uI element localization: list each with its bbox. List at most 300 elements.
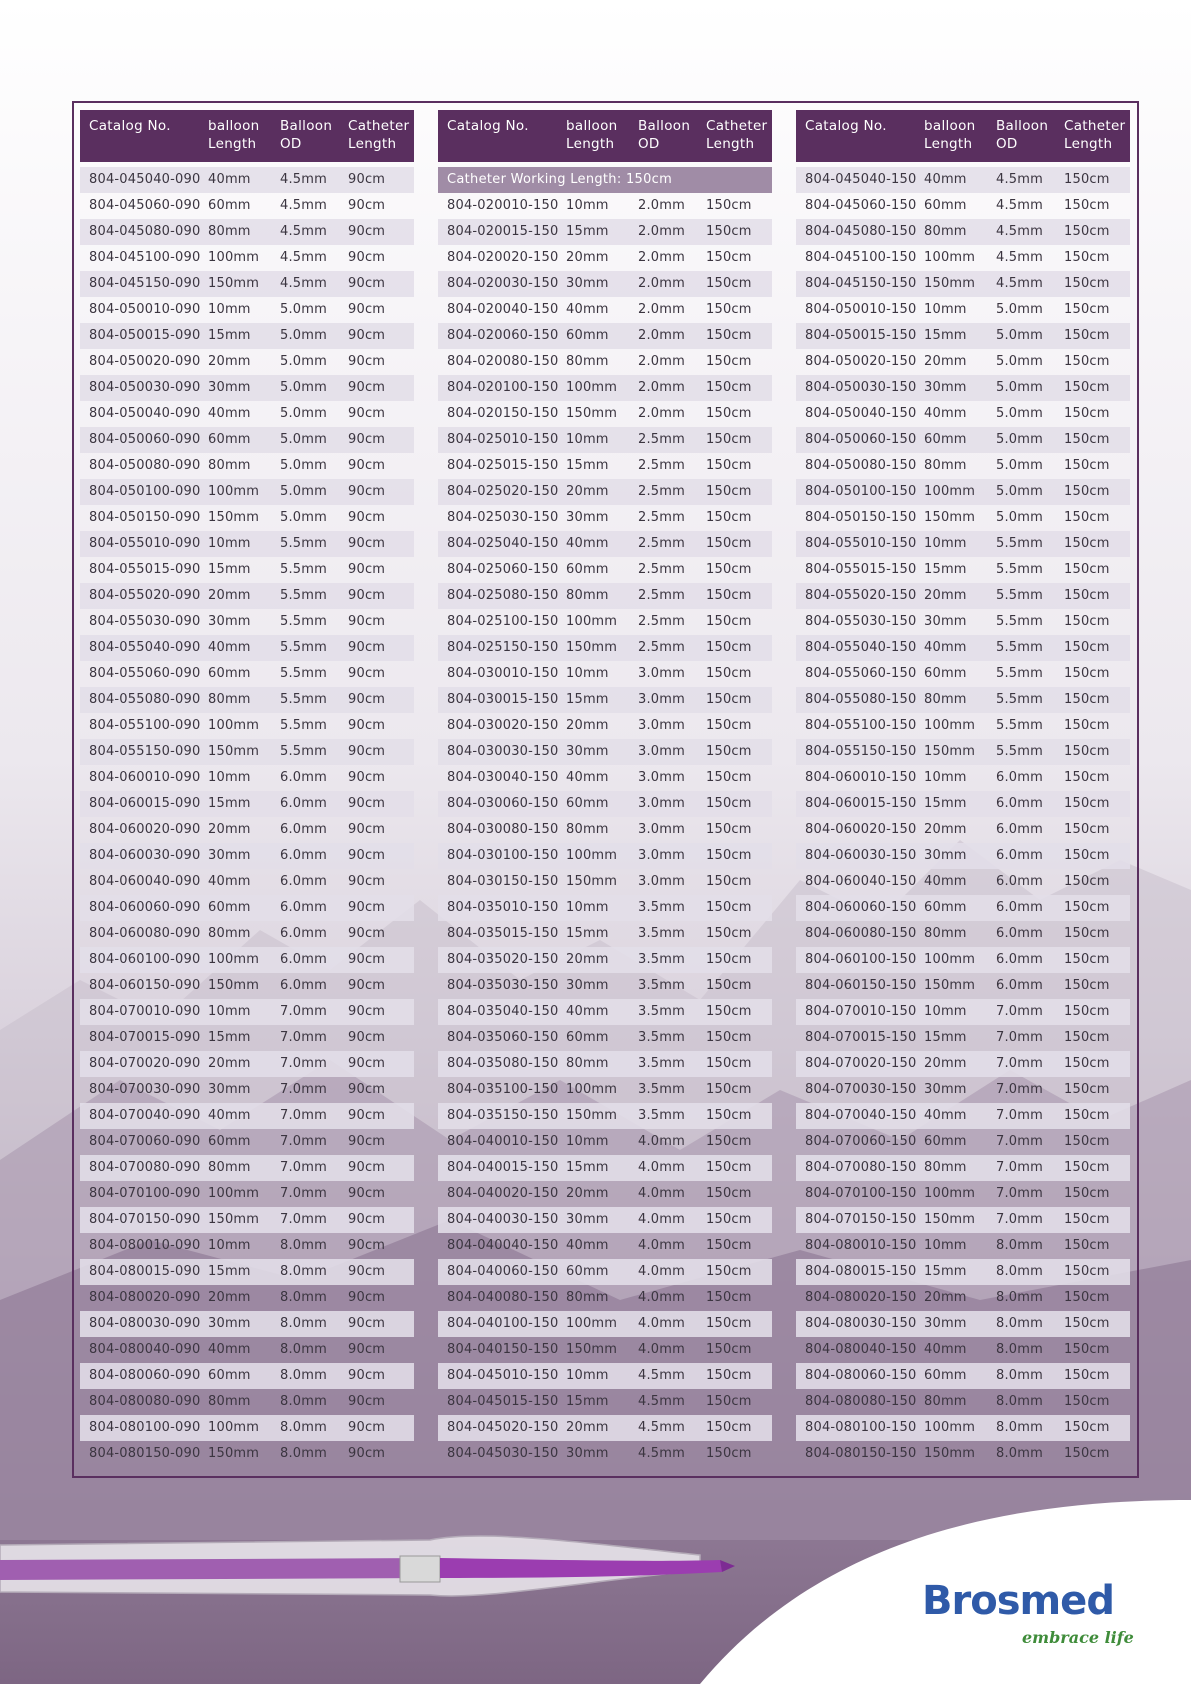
cell-catheter-length: 150cm [1064, 198, 1110, 213]
cell-catheter-length: 150cm [1064, 588, 1110, 603]
table-row [796, 661, 1130, 687]
cell-balloon-length: 80mm [566, 1290, 609, 1305]
table-row [438, 843, 772, 869]
cell-balloon-length: 100mm [924, 484, 976, 499]
cell-balloon-length: 100mm [566, 380, 618, 395]
cell-balloon-length: 150mm [208, 978, 260, 993]
cell-catheter-length: 150cm [1064, 952, 1110, 967]
cell-balloon-od: 4.0mm [638, 1342, 686, 1357]
cell-balloon-od: 3.5mm [638, 1108, 686, 1123]
cell-balloon-od: 6.0mm [280, 874, 328, 889]
cell-balloon-length: 20mm [566, 952, 609, 967]
cell-balloon-length: 150mm [924, 978, 976, 993]
table-row [796, 1129, 1130, 1155]
cell-balloon-od: 6.0mm [996, 952, 1044, 967]
cell-catalog-no: 804-055015-090 [89, 562, 201, 577]
table-body [438, 167, 772, 1467]
cell-balloon-od: 4.0mm [638, 1238, 686, 1253]
cell-balloon-length: 15mm [924, 1030, 967, 1045]
cell-catalog-no: 804-070010-090 [89, 1004, 201, 1019]
cell-balloon-length: 15mm [208, 796, 251, 811]
cell-catalog-no: 804-070100-090 [89, 1186, 201, 1201]
cell-balloon-length: 15mm [566, 1160, 609, 1175]
cell-catheter-length: 150cm [706, 1004, 752, 1019]
cell-catheter-length: 150cm [1064, 614, 1110, 629]
cell-balloon-od: 5.0mm [996, 354, 1044, 369]
cell-catalog-no: 804-045040-150 [805, 172, 917, 187]
cell-catheter-length: 150cm [1064, 1446, 1110, 1461]
table-row [796, 999, 1130, 1025]
cell-catalog-no: 804-045010-150 [447, 1368, 559, 1383]
cell-balloon-length: 20mm [208, 822, 251, 837]
logo-tagline: embrace life [1022, 1628, 1134, 1647]
cell-catheter-length: 150cm [1064, 432, 1110, 447]
table-row [80, 1441, 414, 1467]
cell-balloon-length: 80mm [924, 458, 967, 473]
table-row [796, 687, 1130, 713]
cell-catalog-no: 804-070030-150 [805, 1082, 917, 1097]
cell-balloon-od: 2.0mm [638, 354, 686, 369]
cell-catalog-no: 804-050150-090 [89, 510, 201, 525]
cell-balloon-od: 5.5mm [996, 614, 1044, 629]
table-row [80, 973, 414, 999]
balloon-catheter-illustration [0, 1500, 760, 1610]
cell-catalog-no: 804-060150-090 [89, 978, 201, 993]
cell-catalog-no: 804-035060-150 [447, 1030, 559, 1045]
cell-catheter-length: 150cm [706, 484, 752, 499]
table-row [438, 1259, 772, 1285]
table-row [796, 1415, 1130, 1441]
cell-catheter-length: 90cm [348, 1290, 386, 1305]
cell-catheter-length: 150cm [1064, 1394, 1110, 1409]
table-row [796, 1051, 1130, 1077]
cell-balloon-od: 4.5mm [996, 198, 1044, 213]
cell-catalog-no: 804-030060-150 [447, 796, 559, 811]
cell-balloon-od: 8.0mm [280, 1394, 328, 1409]
table-row [438, 1337, 772, 1363]
cell-catalog-no: 804-050100-150 [805, 484, 917, 499]
cell-catalog-no: 804-050020-150 [805, 354, 917, 369]
cell-catalog-no: 804-050015-090 [89, 328, 201, 343]
cell-catheter-length: 90cm [348, 978, 386, 993]
cell-catheter-length: 90cm [348, 536, 386, 551]
cell-catalog-no: 804-080040-090 [89, 1342, 201, 1357]
cell-balloon-length: 100mm [924, 952, 976, 967]
cell-catheter-length: 90cm [348, 718, 386, 733]
table-row [80, 193, 414, 219]
cell-catheter-length: 90cm [348, 510, 386, 525]
cell-balloon-length: 10mm [566, 198, 609, 213]
table-row [796, 947, 1130, 973]
cell-catheter-length: 150cm [706, 900, 752, 915]
cell-balloon-od: 8.0mm [996, 1238, 1044, 1253]
table-row [438, 1181, 772, 1207]
cell-balloon-od: 7.0mm [996, 1056, 1044, 1071]
cell-balloon-length: 10mm [924, 536, 967, 551]
table-row [438, 401, 772, 427]
cell-balloon-od: 3.5mm [638, 1082, 686, 1097]
cell-balloon-length: 80mm [566, 822, 609, 837]
table-row [80, 453, 414, 479]
cell-balloon-od: 8.0mm [280, 1264, 328, 1279]
cell-balloon-od: 5.5mm [996, 536, 1044, 551]
cell-catheter-length: 90cm [348, 822, 386, 837]
cell-catheter-length: 150cm [1064, 1056, 1110, 1071]
table-row [80, 1207, 414, 1233]
table-row [80, 479, 414, 505]
cell-catalog-no: 804-040060-150 [447, 1264, 559, 1279]
cell-balloon-length: 60mm [566, 328, 609, 343]
cell-balloon-length: 60mm [208, 432, 251, 447]
cell-catheter-length: 90cm [348, 328, 386, 343]
cell-catalog-no: 804-055030-090 [89, 614, 201, 629]
cell-catheter-length: 90cm [348, 1264, 386, 1279]
cell-catheter-length: 150cm [706, 250, 752, 265]
header-balloon-length: balloon Length [566, 118, 618, 152]
cell-catalog-no: 804-070030-090 [89, 1082, 201, 1097]
cell-catalog-no: 804-080100-090 [89, 1420, 201, 1435]
cell-balloon-length: 80mm [208, 458, 251, 473]
table-row [80, 791, 414, 817]
cell-catalog-no: 804-025060-150 [447, 562, 559, 577]
cell-balloon-od: 7.0mm [280, 1108, 328, 1123]
table-row [796, 557, 1130, 583]
cell-balloon-length: 150mm [924, 276, 976, 291]
table-row [80, 583, 414, 609]
cell-balloon-length: 150mm [208, 1446, 260, 1461]
cell-balloon-length: 60mm [566, 1264, 609, 1279]
table-row [796, 167, 1130, 193]
cell-balloon-od: 5.0mm [996, 406, 1044, 421]
cell-balloon-od: 5.5mm [280, 536, 328, 551]
cell-catalog-no: 804-080150-090 [89, 1446, 201, 1461]
cell-balloon-length: 100mm [566, 1082, 618, 1097]
cell-balloon-length: 30mm [566, 1212, 609, 1227]
table-row [438, 869, 772, 895]
cell-balloon-od: 6.0mm [280, 796, 328, 811]
table-row [80, 1181, 414, 1207]
cell-catheter-length: 150cm [706, 926, 752, 941]
cell-balloon-od: 3.5mm [638, 1004, 686, 1019]
cell-balloon-length: 10mm [566, 1368, 609, 1383]
cell-balloon-od: 5.0mm [280, 484, 328, 499]
cell-catheter-length: 150cm [706, 1056, 752, 1071]
table-row [796, 791, 1130, 817]
cell-catalog-no: 804-030150-150 [447, 874, 559, 889]
cell-catalog-no: 804-080010-150 [805, 1238, 917, 1253]
cell-balloon-length: 60mm [208, 666, 251, 681]
cell-balloon-od: 2.0mm [638, 198, 686, 213]
cell-catalog-no: 804-040100-150 [447, 1316, 559, 1331]
cell-catheter-length: 90cm [348, 172, 386, 187]
table-row [438, 739, 772, 765]
table-row [438, 1103, 772, 1129]
cell-balloon-od: 7.0mm [996, 1108, 1044, 1123]
table-row [796, 1155, 1130, 1181]
cell-catalog-no: 804-020060-150 [447, 328, 559, 343]
cell-balloon-length: 100mm [208, 484, 260, 499]
cell-catalog-no: 804-080020-150 [805, 1290, 917, 1305]
cell-catheter-length: 150cm [1064, 224, 1110, 239]
cell-catheter-length: 90cm [348, 1420, 386, 1435]
table-row [80, 167, 414, 193]
cell-catalog-no: 804-070015-150 [805, 1030, 917, 1045]
cell-catheter-length: 150cm [1064, 692, 1110, 707]
cell-catheter-length: 150cm [1064, 1212, 1110, 1227]
cell-balloon-length: 10mm [566, 900, 609, 915]
cell-catheter-length: 90cm [348, 1030, 386, 1045]
catalog-table-frame [72, 101, 1139, 1478]
cell-balloon-od: 6.0mm [280, 952, 328, 967]
cell-catalog-no: 804-045060-090 [89, 198, 201, 213]
cell-catheter-length: 150cm [1064, 562, 1110, 577]
cell-balloon-length: 60mm [924, 1134, 967, 1149]
table-row [80, 401, 414, 427]
cell-balloon-length: 150mm [208, 510, 260, 525]
cell-balloon-length: 100mm [924, 250, 976, 265]
cell-balloon-od: 5.5mm [280, 744, 328, 759]
cell-catheter-length: 150cm [706, 302, 752, 317]
header-catheter-length: Catheter Length [706, 118, 768, 152]
cell-balloon-od: 5.5mm [280, 614, 328, 629]
cell-balloon-od: 5.0mm [280, 302, 328, 317]
cell-catalog-no: 804-035040-150 [447, 1004, 559, 1019]
cell-balloon-length: 150mm [924, 1212, 976, 1227]
cell-balloon-od: 5.5mm [996, 692, 1044, 707]
cell-catalog-no: 804-055020-090 [89, 588, 201, 603]
cell-catalog-no: 804-055080-090 [89, 692, 201, 707]
cell-balloon-length: 80mm [924, 926, 967, 941]
cell-balloon-od: 5.5mm [280, 666, 328, 681]
cell-balloon-od: 8.0mm [280, 1290, 328, 1305]
cell-balloon-od: 8.0mm [996, 1316, 1044, 1331]
cell-balloon-length: 20mm [566, 1420, 609, 1435]
cell-catheter-length: 150cm [706, 406, 752, 421]
table-row [438, 1025, 772, 1051]
cell-catalog-no: 804-055060-090 [89, 666, 201, 681]
cell-catheter-length: 90cm [348, 1186, 386, 1201]
cell-catalog-no: 804-080100-150 [805, 1420, 917, 1435]
cell-balloon-length: 100mm [924, 718, 976, 733]
table-row [796, 973, 1130, 999]
cell-catheter-length: 150cm [1064, 172, 1110, 187]
cell-balloon-length: 15mm [566, 926, 609, 941]
cell-balloon-length: 20mm [566, 718, 609, 733]
cell-catheter-length: 150cm [706, 1290, 752, 1305]
table-row [796, 271, 1130, 297]
cell-balloon-od: 2.0mm [638, 406, 686, 421]
cell-balloon-length: 60mm [566, 562, 609, 577]
cell-catheter-length: 150cm [1064, 354, 1110, 369]
cell-balloon-length: 40mm [924, 406, 967, 421]
cell-balloon-length: 80mm [566, 1056, 609, 1071]
cell-balloon-od: 5.0mm [996, 484, 1044, 499]
cell-catheter-length: 150cm [706, 562, 752, 577]
cell-balloon-od: 6.0mm [280, 822, 328, 837]
cell-catalog-no: 804-070020-090 [89, 1056, 201, 1071]
table-row [438, 505, 772, 531]
cell-balloon-od: 2.0mm [638, 276, 686, 291]
cell-balloon-length: 10mm [924, 770, 967, 785]
table-row [796, 765, 1130, 791]
cell-catalog-no: 804-020010-150 [447, 198, 559, 213]
cell-catalog-no: 804-030010-150 [447, 666, 559, 681]
cell-balloon-od: 8.0mm [280, 1342, 328, 1357]
cell-balloon-length: 30mm [924, 380, 967, 395]
cell-catheter-length: 150cm [1064, 1160, 1110, 1175]
cell-balloon-length: 20mm [208, 1290, 251, 1305]
cell-balloon-od: 6.0mm [996, 822, 1044, 837]
cell-catheter-length: 150cm [1064, 900, 1110, 915]
cell-balloon-length: 150mm [924, 1446, 976, 1461]
cell-balloon-length: 150mm [924, 744, 976, 759]
cell-catalog-no: 804-025040-150 [447, 536, 559, 551]
cell-balloon-length: 60mm [924, 900, 967, 915]
cell-balloon-length: 30mm [208, 614, 251, 629]
cell-balloon-od: 3.0mm [638, 666, 686, 681]
table-row [80, 739, 414, 765]
cell-balloon-length: 10mm [208, 536, 251, 551]
cell-balloon-length: 40mm [566, 1238, 609, 1253]
table-row [438, 1285, 772, 1311]
cell-balloon-od: 2.5mm [638, 484, 686, 499]
cell-balloon-od: 4.0mm [638, 1290, 686, 1305]
cell-catalog-no: 804-040040-150 [447, 1238, 559, 1253]
cell-balloon-length: 150mm [208, 276, 260, 291]
cell-catalog-no: 804-070015-090 [89, 1030, 201, 1045]
cell-balloon-od: 7.0mm [280, 1004, 328, 1019]
cell-catheter-length: 150cm [1064, 1342, 1110, 1357]
table-row [796, 1337, 1130, 1363]
table-row [438, 947, 772, 973]
table-row [796, 739, 1130, 765]
cell-catheter-length: 90cm [348, 588, 386, 603]
cell-balloon-length: 60mm [566, 796, 609, 811]
table-row [438, 713, 772, 739]
cell-balloon-od: 3.0mm [638, 874, 686, 889]
cell-catalog-no: 804-040150-150 [447, 1342, 559, 1357]
cell-catalog-no: 804-060080-090 [89, 926, 201, 941]
cell-balloon-length: 150mm [924, 510, 976, 525]
cell-balloon-od: 6.0mm [280, 848, 328, 863]
cell-balloon-length: 80mm [924, 692, 967, 707]
table-row [438, 297, 772, 323]
table-row [438, 219, 772, 245]
cell-catalog-no: 804-025150-150 [447, 640, 559, 655]
cell-balloon-od: 5.0mm [280, 458, 328, 473]
cell-catalog-no: 804-035030-150 [447, 978, 559, 993]
cell-catalog-no: 804-035015-150 [447, 926, 559, 941]
cell-catheter-length: 150cm [706, 1108, 752, 1123]
catheter-working-length-subheader: Catheter Working Length: 150cm [438, 167, 772, 193]
cell-balloon-length: 40mm [924, 1342, 967, 1357]
header-balloon-od: Balloon OD [280, 118, 333, 152]
cell-balloon-od: 7.0mm [280, 1082, 328, 1097]
cell-catalog-no: 804-055010-090 [89, 536, 201, 551]
cell-catalog-no: 804-045080-150 [805, 224, 917, 239]
table-row [796, 1233, 1130, 1259]
table-row [438, 323, 772, 349]
cell-catalog-no: 804-050015-150 [805, 328, 917, 343]
table-row [438, 791, 772, 817]
cell-balloon-length: 60mm [924, 432, 967, 447]
table-row [80, 323, 414, 349]
cell-catalog-no: 804-025100-150 [447, 614, 559, 629]
table-row [796, 713, 1130, 739]
cell-catalog-no: 804-035150-150 [447, 1108, 559, 1123]
cell-catheter-length: 150cm [706, 458, 752, 473]
table-row [80, 1285, 414, 1311]
table-row [438, 193, 772, 219]
cell-balloon-length: 80mm [924, 224, 967, 239]
cell-catalog-no: 804-060030-090 [89, 848, 201, 863]
table-row [438, 1441, 772, 1467]
cell-catheter-length: 90cm [348, 224, 386, 239]
cell-catalog-no: 804-050060-150 [805, 432, 917, 447]
cell-balloon-length: 40mm [208, 1342, 251, 1357]
cell-catheter-length: 150cm [1064, 406, 1110, 421]
cell-catheter-length: 90cm [348, 1160, 386, 1175]
table-row [438, 1363, 772, 1389]
cell-balloon-length: 150mm [566, 1108, 618, 1123]
cell-catalog-no: 804-045100-090 [89, 250, 201, 265]
cell-balloon-od: 5.0mm [996, 432, 1044, 447]
cell-catheter-length: 150cm [1064, 770, 1110, 785]
cell-catheter-length: 90cm [348, 692, 386, 707]
cell-balloon-length: 60mm [924, 666, 967, 681]
cell-catalog-no: 804-045080-090 [89, 224, 201, 239]
cell-balloon-od: 6.0mm [996, 796, 1044, 811]
cell-catheter-length: 90cm [348, 744, 386, 759]
cell-balloon-od: 8.0mm [280, 1238, 328, 1253]
table-row [796, 869, 1130, 895]
cell-balloon-length: 30mm [566, 744, 609, 759]
cell-balloon-od: 7.0mm [280, 1186, 328, 1201]
cell-balloon-od: 4.5mm [996, 224, 1044, 239]
cell-balloon-od: 4.5mm [638, 1394, 686, 1409]
cell-catheter-length: 150cm [706, 536, 752, 551]
header-catalog-no: Catalog No. [447, 118, 529, 134]
cell-balloon-od: 7.0mm [280, 1056, 328, 1071]
cell-catheter-length: 150cm [1064, 874, 1110, 889]
cell-catheter-length: 150cm [1064, 1004, 1110, 1019]
cell-catheter-length: 150cm [706, 692, 752, 707]
cell-catalog-no: 804-060010-090 [89, 770, 201, 785]
cell-balloon-length: 80mm [208, 1160, 251, 1175]
cell-catheter-length: 150cm [706, 1082, 752, 1097]
cell-balloon-od: 4.0mm [638, 1316, 686, 1331]
cell-balloon-length: 10mm [566, 432, 609, 447]
cell-catheter-length: 150cm [1064, 744, 1110, 759]
cell-catalog-no: 804-060030-150 [805, 848, 917, 863]
table-row [438, 1311, 772, 1337]
cell-balloon-od: 4.5mm [996, 250, 1044, 265]
table-row [80, 1233, 414, 1259]
table-row [438, 999, 772, 1025]
cell-catheter-length: 90cm [348, 1004, 386, 1019]
cell-balloon-od: 3.0mm [638, 770, 686, 785]
cell-balloon-length: 20mm [208, 354, 251, 369]
cell-balloon-length: 30mm [924, 1082, 967, 1097]
table-row [80, 817, 414, 843]
cell-balloon-od: 5.5mm [280, 640, 328, 655]
table-row [438, 557, 772, 583]
table-row [80, 609, 414, 635]
cell-catalog-no: 804-060060-090 [89, 900, 201, 915]
cell-balloon-od: 5.5mm [996, 588, 1044, 603]
table-row [796, 635, 1130, 661]
cell-balloon-length: 100mm [566, 848, 618, 863]
